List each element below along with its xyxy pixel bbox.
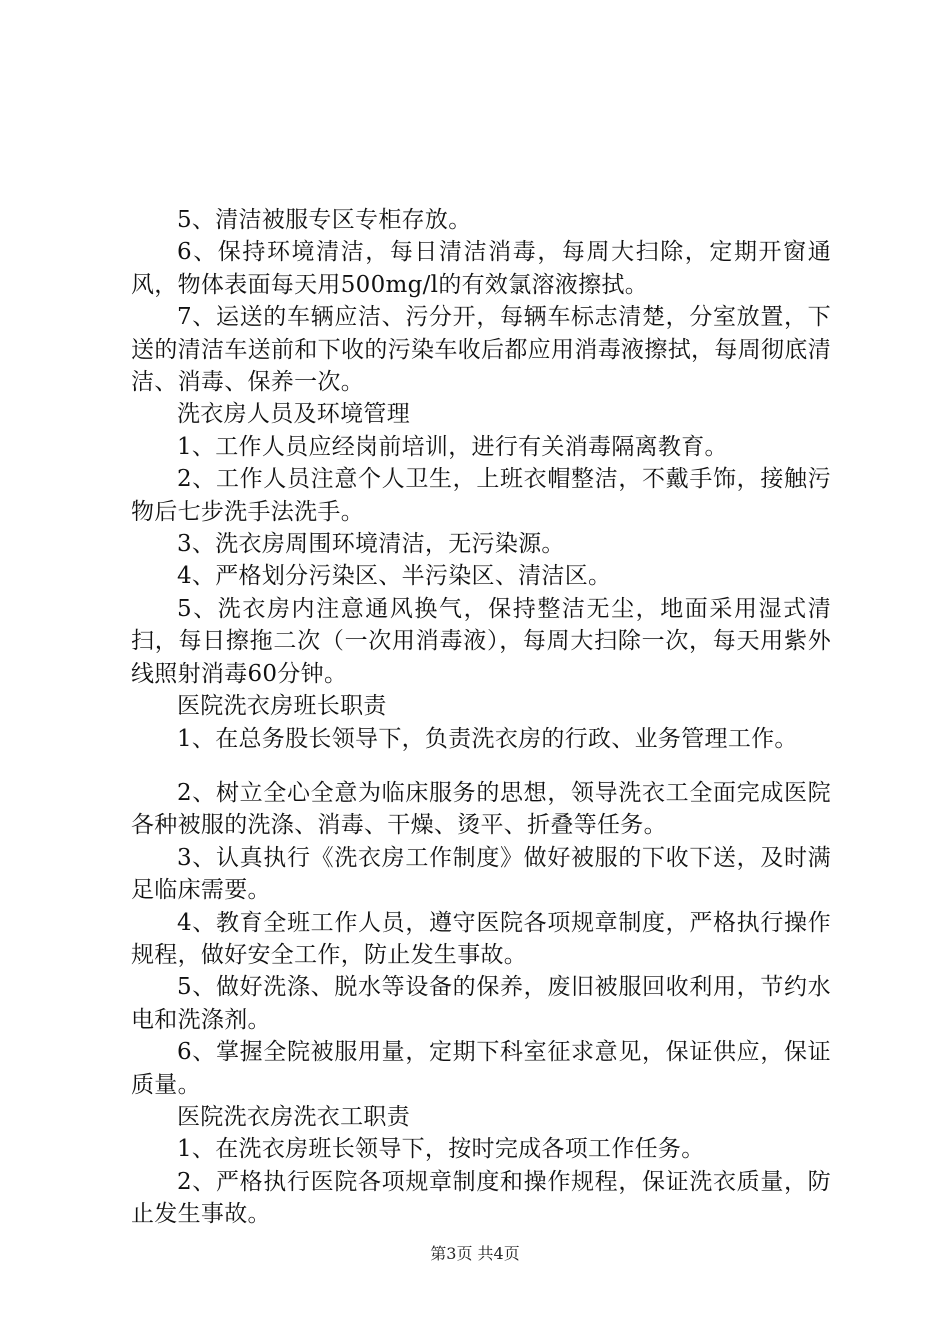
paragraph: 2、工作人员注意个人卫生，上班衣帽整洁，不戴手饰，接触污物后七步洗手法洗手。 (131, 466, 831, 525)
paragraph: 5、清洁被服专区专柜存放。 (177, 207, 472, 233)
paragraph: 6、保持环境清洁，每日清洁消毒，每周大扫除，定期开窗通风，物体表面每天用500mg/l的有效氯溶液擦拭。 (131, 239, 831, 298)
section-heading: 医院洗衣房洗衣工职责 (177, 1103, 410, 1130)
paragraph: 4、严格划分污染区、半污染区、清洁区。 (177, 563, 612, 590)
paragraph: 1、工作人员应经岗前培训，进行有关消毒隔离教育。 (177, 433, 728, 460)
paragraph: 5、做好洗涤、脱水等设备的保养，废旧被服回收利用，节约水电和洗涤剂。 (131, 974, 831, 1033)
document-body (131, 204, 831, 1231)
paragraph: 1、在总务股长领导下，负责洗衣房的行政、业务管理工作。 (177, 725, 798, 752)
paragraph: 1、在洗衣房班长领导下，按时完成各项工作任务。 (177, 1136, 705, 1163)
paragraph: 2、严格执行医院各项规章制度和操作规程，保证洗衣质量，防止发生事故。 (131, 1168, 831, 1228)
paragraph: 6、掌握全院被服用量，定期下科室征求意见，保证供应，保证质量。 (131, 1039, 831, 1098)
paragraph: 3、认真执行《洗衣房工作制度》做好被服的下收下送，及时满足临床需要。 (131, 844, 831, 904)
paragraph: 2、树立全心全意为临床服务的思想，领导洗衣工全面完成医院各种被服的洗涤、消毒、干燥、烫平、折叠等任务。 (131, 779, 831, 839)
paragraph: 4、教育全班工作人员，遵守医院各项规章制度，严格执行操作规程，做好安全工作，防止发生事故。 (131, 909, 831, 968)
section-heading: 医院洗衣房班长职责 (177, 693, 387, 720)
page-footer: 第3页 共4页 (430, 1244, 520, 1263)
paragraph: 7、运送的车辆应洁、污分开，每辆车标志清楚，分室放置，下送的清洁车送前和下收的污染车收后都应用消毒液擦拭，每周彻底清洁、消毒、保养一次。 (131, 304, 831, 396)
paragraph: 5、洗衣房内注意通风换气，保持整洁无尘，地面采用湿式清扫，每日擦拖二次（一次用消毒液），每周大扫除一次，每天用紫外线照射消毒60分钟。 (131, 595, 831, 687)
section-heading: 洗衣房人员及环境管理 (177, 401, 410, 428)
paragraph: 3、洗衣房周围环境清洁，无污染源。 (177, 531, 565, 558)
